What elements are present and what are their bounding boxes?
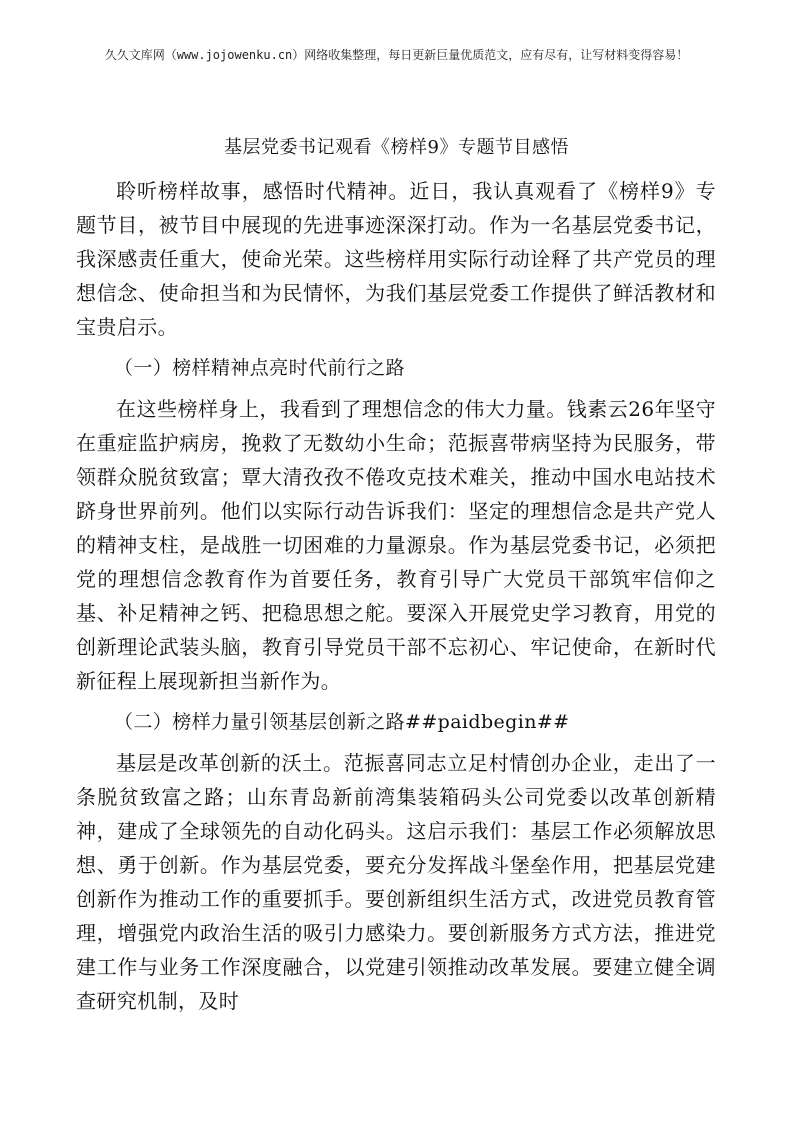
section-heading-1: （一）榜样精神点亮时代前行之路 bbox=[114, 357, 406, 379]
section-heading-2: （二）榜样力量引领基层创新之路##paidbegin## bbox=[114, 711, 570, 733]
document-body bbox=[76, 174, 716, 1025]
section-paragraph-2: 基层是改革创新的沃土。范振喜同志立足村情创办企业，走出了一条脱贫致富之路；山东青岛新前湾集装箱码头公司党委以改革创新精神，建成了全球领先的自动化码头。这启示我们：基层工作必须解放思想、勇于创新。作为基层党委，要充分发挥战斗堡垒作用，把基层党建创新作为推动工作的重要抓手。要创新组织生活方式，改进党员教育管理，增强党内政治生活的吸引力感染力。要创新服务方式方法，推进党建工作与业务工作深度融合，以党建引领推动改革发展。要建立健全调查研究机制，及时 bbox=[76, 751, 716, 1013]
document-title: 基层党委书记观看《榜样9》专题节目感悟 bbox=[224, 137, 569, 158]
section-paragraph-1: 在这些榜样身上，我看到了理想信念的伟大力量。钱素云26年坚守在重症监护病房，挽救了无数幼小生命；范振喜带病坚持为民服务，带领群众脱贫致富；覃大清孜孜不倦攻克技术难关，推动中国水电站技术跻身世界前列。他们以实际行动告诉我们：坚定的理想信念是共产党人的精神支柱，是战胜一切困难的力量源泉。作为基层党委书记，必须把党的理想信念教育作为首要任务，教育引导广大党员干部筑牢信仰之基、补足精神之钙、把稳思想之舵。要深入开展党史学习教育，用党的创新理论武装头脑，教育引导党员干部不忘初心、牢记使命，在新时代新征程上展现新担当新作为。 bbox=[76, 397, 716, 693]
intro-paragraph: 聆听榜样故事，感悟时代精神。近日，我认真观看了《榜样9》专题节目，被节目中展现的先进事迹深深打动。作为一名基层党委书记，我深感责任重大，使命光荣。这些榜样用实际行动诠释了共产党员的理想信念、使命担当和为民情怀，为我们基层党委工作提供了鲜活教材和宝贵启示。 bbox=[76, 179, 716, 339]
header-note: 久久文库网（www.jojowenku.cn）网络收集整理，每日更新巨量优质范文，应有尽有，让写材料变得容易！ bbox=[104, 48, 689, 62]
